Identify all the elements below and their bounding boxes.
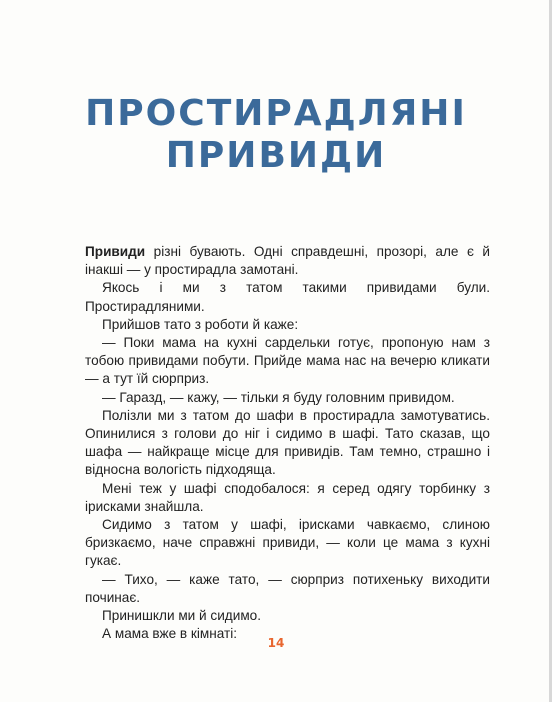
paragraph: — Тихо, — каже тато, — сюрприз потихеньку виходити починає. bbox=[85, 571, 490, 605]
paragraph: Мені теж у шафі сподобалося: я серед одягу торбинку з ірисками знайшла. bbox=[85, 480, 490, 514]
paragraph: Принишкли ми й сидимо. bbox=[102, 608, 262, 624]
paragraph-text: різні бувають. Одні справдешні, прозорі, але є й інакші — у простирадла замотані. bbox=[85, 244, 490, 278]
chapter-title-line-1: ПРОСТИРАДЛЯНІ bbox=[85, 93, 467, 134]
paragraph: Якось і ми з татом такими привидами були. Простирадляними. bbox=[85, 280, 490, 314]
chapter-title-line-2: ПРИВИДИ bbox=[165, 135, 387, 176]
chapter-body bbox=[85, 243, 490, 643]
paragraph: А мама вже в кімнаті: bbox=[102, 626, 238, 642]
paragraph: — Гаразд, — кажу, — тільки я буду головним привидом. bbox=[102, 389, 455, 405]
paragraph: Сидимо з татом у шафі, ірисками чавкаємо, слиною бризкаємо, наче справжні привиди, — коли це мама з кухні гукає. bbox=[85, 517, 490, 569]
paragraph: — Поки мама на кухні сардельки готує, пропоную нам з тобою привидами побути. Прийде мама нас на вечерю кликати — а тут їй сюрприз. bbox=[85, 335, 490, 387]
paragraph: Прийшов тато з роботи й каже: bbox=[102, 316, 299, 332]
page-number: 14 bbox=[267, 636, 285, 650]
paragraph: Полізли ми з татом до шафи в простирадла замотуватись. Опинилися з голови до ніг і сидимо в шафі. Тато сказав, що шафа — найкраще місце для привидів. Там темно, страшно і відносна вологість підходяща. bbox=[85, 407, 490, 478]
paragraph bbox=[85, 243, 490, 279]
paragraph-lead-word: Привиди bbox=[85, 244, 146, 259]
